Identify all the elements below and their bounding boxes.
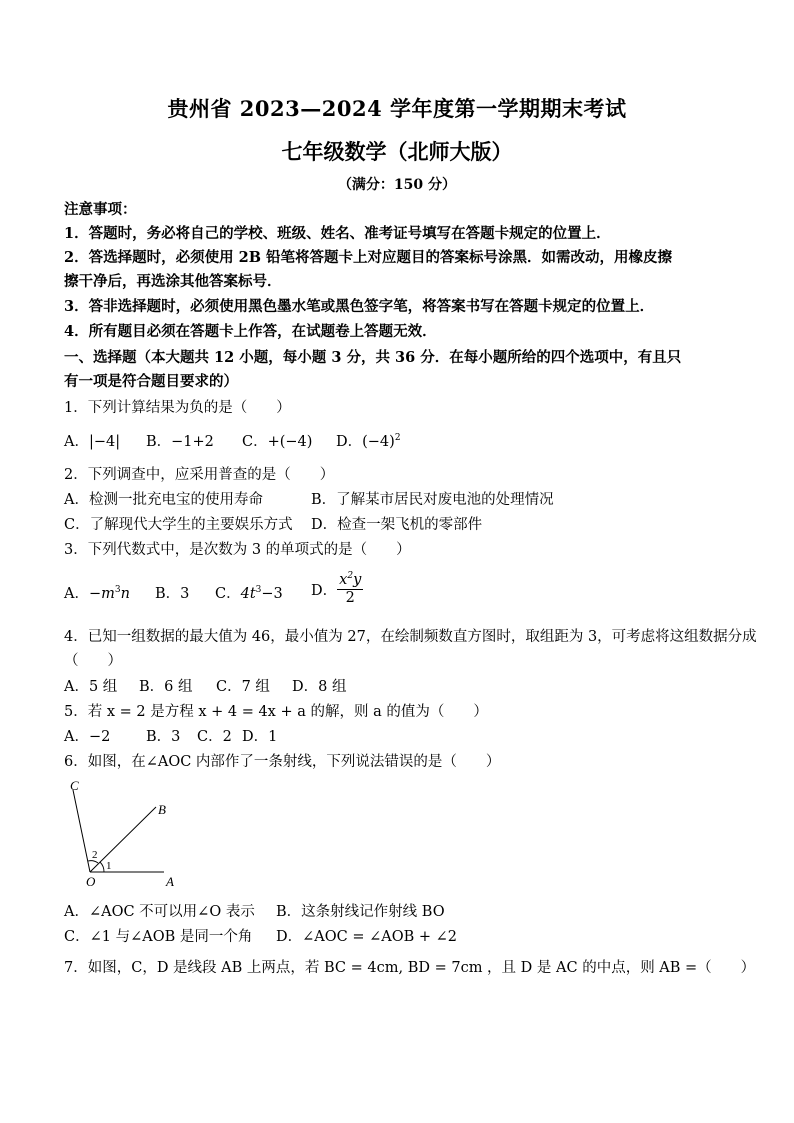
q2-option-d: D．检查一架飞机的零部件: [311, 517, 483, 533]
q4-option-d: D．8 组: [292, 679, 347, 695]
notice-item-2: 2．答选择题时，必须使用 2B 铅笔将答题卡上对应题目的答案标号涂黑．如需改动，用橡皮擦: [64, 249, 673, 266]
arc-angle-2: [88, 861, 98, 863]
label-o: O: [86, 874, 96, 889]
q1-option-c: C．+(−4): [242, 434, 313, 450]
q6-option-c: C．∠1 与∠AOB 是同一个角: [64, 929, 253, 945]
q2-stem: 2．下列调查中，应采用普查的是（ ）: [64, 467, 335, 483]
label-angle-1: 1: [106, 860, 112, 872]
q6-option-a: A．∠AOC 不可以用∠O 表示: [64, 904, 255, 920]
notice-item-4: 4．所有题目必须在答题卡上作答，在试题卷上答题无效．: [64, 323, 437, 340]
q3-d-num-base: x: [339, 572, 348, 588]
arc-angle-1: [100, 862, 104, 872]
q5-option-b: B．3: [146, 729, 181, 745]
q5-option-a: A．−2: [64, 729, 111, 745]
q3-option-b: B．3: [155, 586, 190, 602]
q6-stem: 6．如图，在∠AOC 内部作了一条射线，下列说法错误的是（ ）: [64, 754, 501, 770]
q3-option-c-tail: −3: [261, 586, 283, 602]
q1-option-a: A．|−4|: [64, 434, 121, 450]
q3-option-d-label: D．: [311, 583, 338, 599]
q7-stem: 7．如图，C，D 是线段 AB 上两点，若 BC = 4cm, BD = 7cm ，且 D 是 AC 的中点，则 AB =（ ）: [64, 960, 756, 976]
exam-subtitle: 七年级数学（北师大版）: [281, 139, 513, 164]
q4-option-b: B．6 组: [139, 679, 193, 695]
q1-option-d-base: D．(−4): [336, 434, 395, 450]
q5-option-c: C．2: [197, 729, 232, 745]
q3-option-a-label: A．: [64, 586, 89, 602]
q1-stem: 1．下列计算结果为负的是（ ）: [64, 400, 291, 416]
q4-stem: 4．已知一组数据的最大值为 46，最小值为 27，在绘制频数直方图时，取组距为 3，可考虑将这组数据分成: [64, 629, 757, 645]
q6-option-d: D．∠AOC = ∠AOB + ∠2: [276, 929, 458, 945]
section-heading-line2: 有一项是符合题目要求的）: [64, 373, 238, 390]
q5-stem: 5．若 x = 2 是方程 x + 4 = 4x + a 的解，则 a 的值为（ ）: [64, 704, 488, 720]
q3-option-a-tail: n: [120, 586, 130, 602]
label-c: C: [70, 778, 79, 793]
q1-option-d: [336, 432, 401, 452]
q3-d-num-exp: 2: [347, 571, 354, 581]
q4-option-a: A．5 组: [64, 679, 118, 695]
q3-option-d-numerator: [337, 572, 363, 590]
q2-option-a: A．检测一批充电宝的使用寿命: [64, 492, 263, 508]
q6-option-b: B．这条射线记作射线 BO: [276, 904, 445, 920]
label-b: B: [158, 802, 166, 817]
full-score: （满分：150 分）: [337, 177, 457, 193]
q2-option-b: B．了解某市居民对废电池的处理情况: [311, 492, 554, 508]
q3-d-num-tail: y: [353, 572, 362, 588]
q1-option-d-exp: 2: [394, 433, 401, 443]
q3-option-c-label: C．: [215, 586, 241, 602]
q2-option-c: C．了解现代大学生的主要娱乐方式: [64, 517, 293, 533]
label-angle-2: 2: [92, 849, 98, 861]
q3-option-c-math: 4t: [240, 586, 256, 602]
q3-option-d-denominator: 2: [345, 590, 355, 606]
ray-oc: [73, 790, 90, 872]
notice-item-1: 1．答题时，务必将自己的学校、班级、姓名、准考证号填写在答题卡规定的位置上．: [64, 225, 611, 242]
q3-stem: 3．下列代数式中，是次数为 3 的单项式的是（ ）: [64, 542, 411, 558]
q4-stem-cont: （ ）: [64, 653, 122, 669]
q3-option-a: [64, 584, 130, 604]
q4-option-c: C．7 组: [216, 679, 270, 695]
exam-title: 贵州省 2023—2024 学年度第一学期期末考试: [167, 96, 627, 121]
notice-heading: 注意事项：: [64, 201, 137, 218]
notice-item-3: 3．答非选择题时，必须使用黑色墨水笔或黑色签字笔，将答案书写在答题卡规定的位置上．: [64, 298, 655, 315]
q3-option-a-math: −m: [88, 586, 115, 602]
section-heading-line1: 一、选择题（本大题共 12 小题，每小题 3 分，共 36 分．在每小题所给的四个选项中，有且只: [64, 349, 682, 366]
label-a: A: [166, 874, 174, 889]
q5-option-d: D．1: [242, 729, 278, 745]
q3-option-c-exp: 3: [255, 585, 262, 595]
angle-figure: [60, 774, 190, 894]
q3-option-c: [215, 584, 283, 604]
q3-option-d: [311, 572, 363, 607]
q3-option-a-exp: 3: [114, 585, 121, 595]
q1-option-b: B．−1+2: [146, 434, 214, 450]
q3-option-d-fraction: [337, 572, 363, 607]
notice-item-2-cont: 擦干净后，再选涂其他答案标号．: [64, 273, 282, 290]
